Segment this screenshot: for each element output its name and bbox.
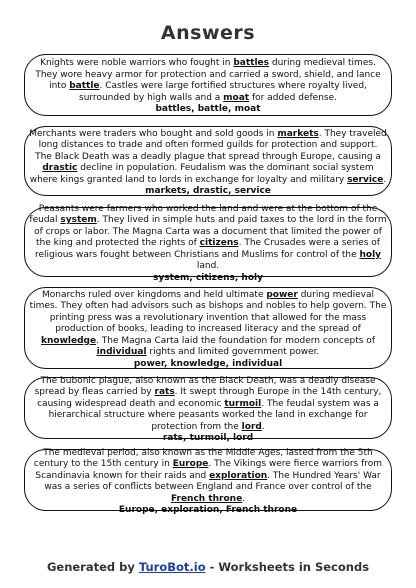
passage-segment: land.	[196, 261, 220, 272]
answer-key: battles, battle, moat	[155, 104, 261, 115]
answer-key: markets, drastic, service	[145, 186, 271, 196]
passage-segment: . The Vikings were fierce warriors from Scandinavia known for their raids and	[35, 459, 383, 481]
keyword: French throne	[170, 493, 243, 504]
passage-text	[29, 129, 387, 187]
passage-segment: The bubonic plague, also known as the Black Death, was a deadly disease spread by fleas carried by	[34, 375, 376, 397]
keyword: battles	[233, 58, 270, 69]
passage-segment: . They traveled long distances to trade and often formed guilds for protection and support. The Black Death was a deadly plague that spread through Europe, causing a	[35, 128, 387, 162]
answer-card-4	[24, 287, 392, 369]
passage-text	[29, 448, 387, 506]
answer-key: rats, turmoil, lord	[162, 433, 254, 443]
passage-segment: decline in population. Feudalism was the dominant social system where kings granted land to lords in exchange for loyalty and military	[29, 163, 374, 185]
answer-card-1	[24, 54, 392, 116]
keyword: Europe	[172, 459, 209, 469]
passage-segment: rights and limited government power.	[146, 347, 320, 358]
page-title: Answers	[160, 22, 256, 44]
answer-key: system, citizens, holy	[153, 272, 263, 283]
passage-segment: Knights were noble warriors who fought in	[40, 58, 234, 69]
keyword: system	[60, 215, 97, 226]
keyword: turmoil	[224, 398, 262, 409]
keyword: rats	[154, 387, 175, 397]
keyword: knowledge	[41, 335, 97, 346]
passage-segment: . The Magna Carta laid the foundation for modern concepts of	[96, 335, 375, 346]
turobot-link[interactable]: TuroBot.io	[138, 560, 206, 574]
keyword: drastic	[42, 163, 78, 173]
passage-segment: . They lived in simple huts and paid taxes to the lord in the form of crops or labor. The Magna Carta was a document that limited the power of the king and protected the rights of	[34, 215, 387, 249]
footer-suffix: - Worksheets in Seconds	[205, 560, 370, 574]
keyword: service	[347, 174, 384, 185]
passage-segment: for added defense.	[249, 92, 337, 103]
passage-segment: during medieval times. They often had advisors such as bishops and nobles to help govern. The printing press was a revolutionary invention that allowed for the mass production of books, leading to increased literacy and the spread of	[29, 289, 387, 335]
answer-card-5	[24, 375, 392, 443]
answer-card-3	[24, 203, 392, 283]
keyword: holy	[359, 249, 382, 260]
answer-key: power, knowledge, individual	[133, 358, 283, 369]
answer-card-6	[24, 447, 392, 515]
keyword: moat	[223, 92, 250, 103]
answer-key: Europe, exploration, French throne	[118, 505, 298, 515]
passage-segment: . Castles were large fortified structures where royalty lived, surrounded by high walls and a	[79, 81, 367, 103]
passage-segment: The medieval period, also known as the Middle Ages, lasted from the 5th century to the 15th century in	[33, 447, 373, 469]
keyword: lord	[241, 421, 262, 432]
passage-segment: .	[383, 174, 387, 185]
keyword: power	[266, 289, 298, 300]
passage-text	[29, 376, 387, 434]
keyword: citizens	[199, 238, 239, 249]
passage-segment: . It swept through Europe in the 14th century, causing widespread death and economic	[37, 387, 382, 409]
passage-segment: . The Hundred Years' War was a series of conflicts between England and France over control of the	[44, 470, 381, 492]
keyword: individual	[96, 347, 147, 358]
passage-text	[29, 290, 387, 359]
passage-segment: .	[261, 421, 265, 432]
passage-text	[29, 58, 387, 104]
keyword: exploration	[209, 470, 268, 481]
passage-segment: .	[242, 493, 246, 504]
passage-segment: Monarchs ruled over kingdoms and held ultimate	[42, 289, 267, 300]
answer-card-2	[24, 126, 392, 196]
passage-segment: . The feudal system was a hierarchical structure where peasants worked the land in exchange for protection from the	[48, 398, 379, 432]
keyword: battle	[69, 81, 100, 92]
footer-prefix: Generated by	[46, 560, 139, 574]
passage-segment: during medieval times. They wore heavy armor for protection and carried a sword, shield, and lance into	[35, 58, 381, 92]
keyword: markets	[277, 128, 319, 139]
passage-segment: Merchants were traders who bought and sold goods in	[29, 128, 278, 139]
passage-segment: Peasants were farmers who worked the land and were at the bottom of the feudal	[29, 203, 378, 226]
passage-segment: . The Crusades were a series of religious wars fought between Christians and Muslims for control of the	[34, 238, 380, 260]
footer	[0, 560, 416, 574]
passage-text	[29, 204, 387, 273]
